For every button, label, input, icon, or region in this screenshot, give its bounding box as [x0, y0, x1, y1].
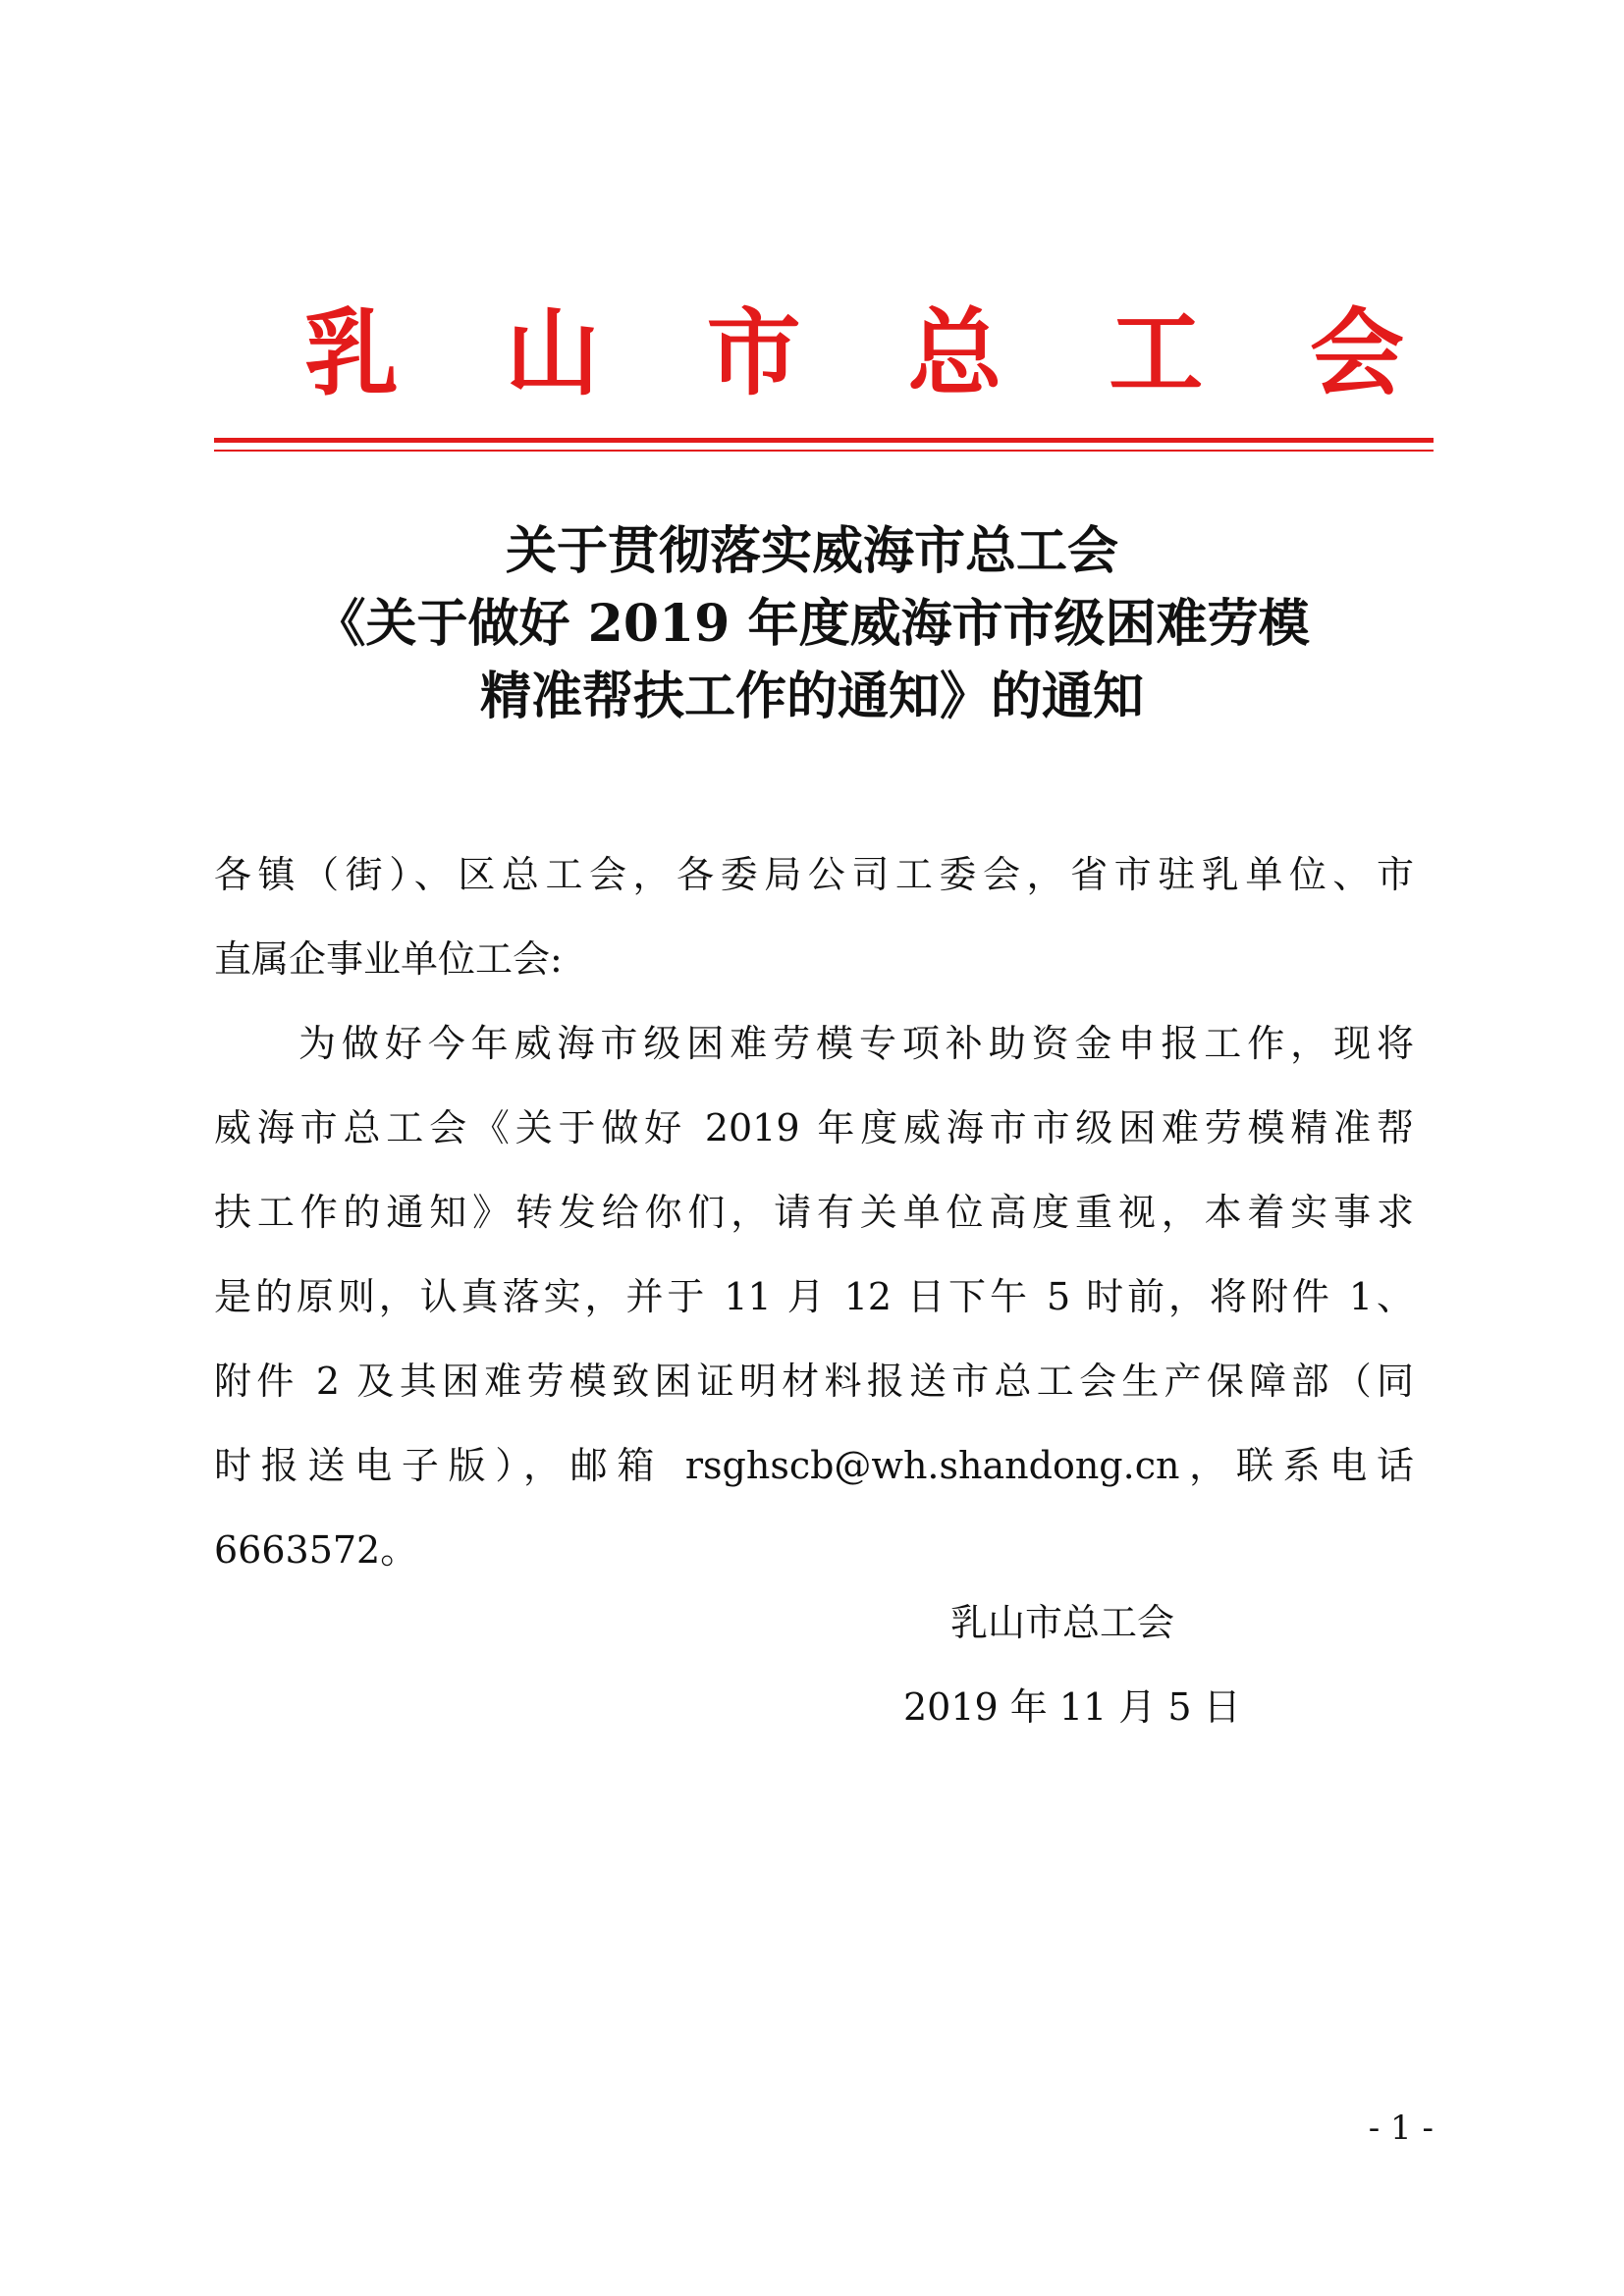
masthead-char: 工 [1109, 297, 1204, 408]
document-body [214, 832, 1414, 1592]
title-line: 精准帮扶工作的通知》的通知 [479, 667, 1144, 726]
masthead-char: 总 [907, 297, 1002, 408]
red-divider-thick [214, 438, 1434, 443]
masthead-char: 乳 [304, 297, 399, 408]
masthead-char: 市 [706, 297, 801, 408]
masthead-title [304, 294, 1404, 412]
title-line: 《关于做好 2019 年度威海市市级困难劳模 [314, 594, 1310, 654]
masthead-char: 山 [505, 297, 600, 408]
body-line: 是的原则，认真落实，并于 11 月 12 日下午 5 时前，将附件 1、 [214, 1275, 1414, 1318]
signature-date: 2019 年 11 月 5 日 [903, 1685, 1241, 1729]
title-line: 关于贯彻落实威海市总工会 [505, 521, 1118, 581]
body-line: 威海市总工会《关于做好 2019 年度威海市市级困难劳模精准帮 [214, 1106, 1414, 1149]
red-divider-thin [214, 450, 1434, 452]
body-line: 附件 2 及其困难劳模致困证明材料报送市总工会生产保障部（同 [214, 1360, 1414, 1403]
body-line: 6663572。 [214, 1528, 418, 1572]
body-line: 扶工作的通知》转发给你们，请有关单位高度重视，本着实事求 [214, 1191, 1414, 1234]
signature-org: 乳山市总工会 [950, 1601, 1175, 1644]
body-line: 直属企事业单位工会: [214, 937, 563, 981]
page-number: - 1 - [1368, 2109, 1434, 2148]
signature-block [903, 1580, 1276, 1749]
body-line: 时报送电子版），邮箱 rsghscb@wh.shandong.cn，联系电话 [214, 1444, 1414, 1487]
masthead-char: 会 [1309, 297, 1404, 408]
body-line: 为做好今年威海市级困难劳模专项补助资金申报工作，现将 [298, 1022, 1414, 1065]
document-title [196, 515, 1428, 733]
body-line: 各镇（街）、区总工会，各委局公司工委会，省市驻乳单位、市 [214, 853, 1414, 896]
